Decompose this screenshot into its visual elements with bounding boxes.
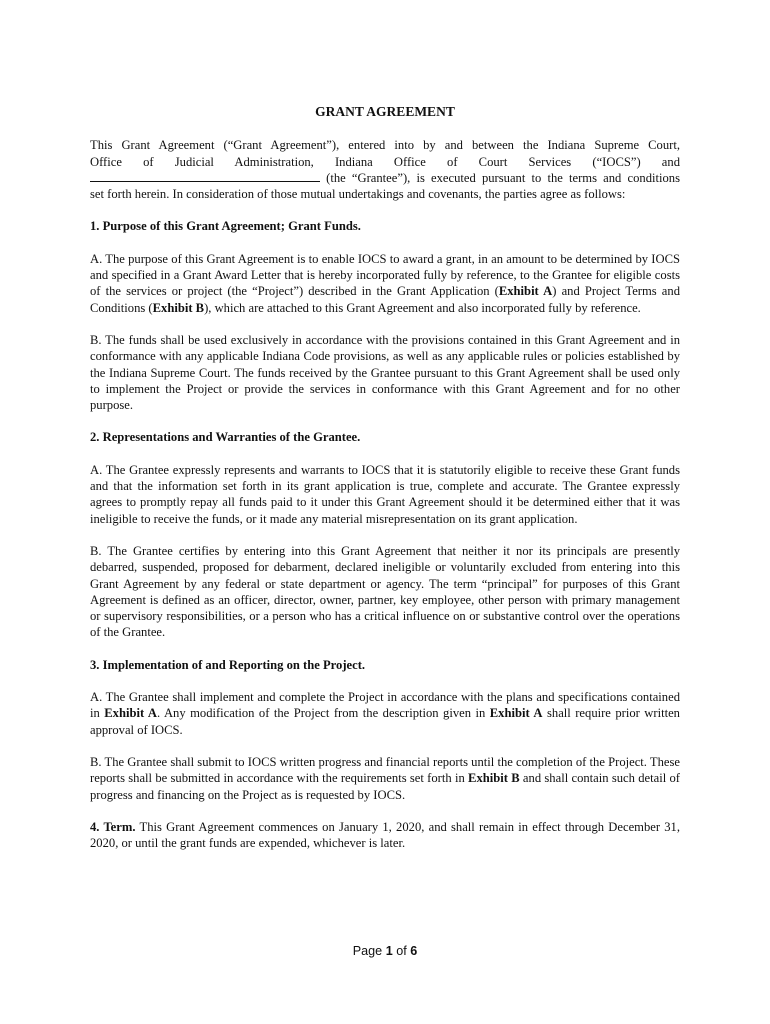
document-title: GRANT AGREEMENT	[315, 104, 455, 119]
section-4-heading: 4. Term.	[90, 819, 136, 834]
s3a-text-3: shall require prior written approval of IOCS.	[90, 706, 680, 737]
section-3-paragraph-b	[90, 754, 680, 803]
s3a-text-2: . Any modification of the Project from the description given in	[157, 706, 490, 721]
section-3-paragraph-a	[90, 689, 680, 738]
section-2-heading: 2. Representations and Warranties of the Grantee.	[90, 430, 361, 445]
intro-line-2: Office of Judicial Administration, Indiana Office of Court Services (“IOCS”) and	[90, 154, 680, 169]
section-2-paragraph-a: A. The Grantee expressly represents and warrants to IOCS that it is statutorily eligible to receive these Grant funds and that the information set forth in its grant application is true, complete and accurate. The Grantee expressly agrees to promptly repay all funds paid to it under this Grant Agreement should it be determined either that it was ineligible to receive the funds, or it made any material misrepresentation on its grant application.	[90, 462, 680, 526]
footer-of-word: of	[392, 944, 411, 958]
footer-page-word: Page	[352, 944, 386, 958]
page-footer	[0, 944, 770, 958]
exhibit-b-ref: Exhibit B	[152, 300, 205, 315]
section-3-heading: 3. Implementation of and Reporting on the Project.	[90, 657, 366, 672]
intro-line-1: This Grant Agreement (“Grant Agreement”), entered into by and between the Indiana Supreme Court,	[90, 138, 680, 153]
section-4-paragraph	[90, 819, 680, 852]
exhibit-a-ref: Exhibit A	[498, 284, 553, 299]
exhibit-a-ref: Exhibit A	[104, 706, 158, 721]
intro-line-4: set forth herein. In consideration of those mutual undertakings and covenants, the parties agree as follows:	[90, 187, 626, 202]
s1a-text-2: ) and Project Terms and Conditions (	[90, 284, 680, 315]
section-4-text: This Grant Agreement commences on January 1, 2020, and shall remain in effect through December 31, 2020, or until the grant funds are expended, whichever is later.	[90, 819, 681, 851]
footer-current-page: 1	[385, 944, 393, 958]
s3a-text-1: A. The Grantee shall implement and complete the Project in accordance with the plans and specifications contained in	[90, 690, 680, 721]
s1a-text-3: ), which are attached to this Grant Agreement and also incorporated fully by reference.	[204, 300, 641, 315]
section-1-heading: 1. Purpose of this Grant Agreement; Grant Funds.	[90, 219, 361, 234]
grantee-name-blank[interactable]	[90, 170, 320, 182]
s1a-text-1: A. The purpose of this Grant Agreement is to enable IOCS to award a grant, in an amount to be determined by IOCS and specified in a Grant Award Letter that is hereby incorporated fully by reference, to the Grantee for eligible costs of the services or project (the “Project”) described in the Grant Application (	[90, 251, 680, 299]
section-1-paragraph-b: B. The funds shall be used exclusively in accordance with the provisions contained in this Grant Agreement and in conformance with any applicable Indiana Code provisions, as well as any applicable rules or policies established by the Indiana Supreme Court. The funds received by the Grantee pursuant to this Grant Agreement shall be used only to implement the Project or provide the services in conformance with this Grant Agreement and for no other purpose.	[90, 332, 680, 413]
intro-line-3	[90, 170, 680, 186]
section-1-paragraph-a	[90, 251, 680, 316]
intro-paragraph	[90, 137, 680, 202]
s3b-text-1: B. The Grantee shall submit to IOCS written progress and financial reports until the completion of the Project. These reports shall be submitted in accordance with the requirements set forth in	[90, 754, 680, 786]
footer-total-pages: 6	[410, 944, 418, 958]
exhibit-b-ref: Exhibit B	[468, 771, 520, 786]
section-2-paragraph-b: B. The Grantee certifies by entering into this Grant Agreement that neither it nor its principals are presently debarred, suspended, proposed for debarment, declared ineligible or voluntarily excluded from entering into this Grant Agreement by any federal or state department or agency. The term “principal” for purposes of this Grant Agreement is defined as an officer, director, owner, partner, key employee, other person with primary management or supervisory responsibilities, or a person who has a critical influence on or substantive control over the operations of the Grantee.	[90, 543, 680, 640]
s3b-text-2: and shall contain such detail of progress and financing on the Project as is requested by IOCS.	[90, 771, 680, 802]
intro-line-3-text: (the “Grantee”), is executed pursuant to the terms and conditions	[320, 170, 680, 185]
exhibit-a-ref: Exhibit A	[489, 706, 543, 721]
document-page	[90, 104, 680, 867]
